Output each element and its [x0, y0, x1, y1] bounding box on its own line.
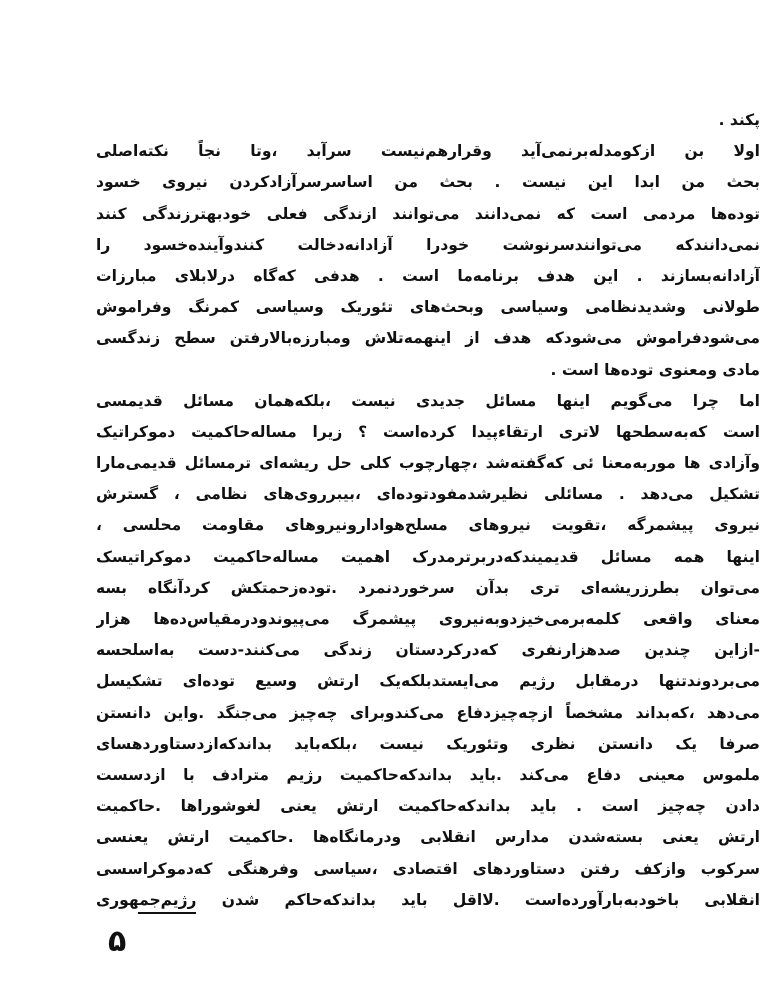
text-line: می‌توان بطرزریشه‌ای تری بدآن سرخوردنمرد .توده‌زحمتکش کردآنگاه بسه — [96, 578, 760, 597]
text-line: اما چرا می‌گویم اینها مسائل جدیدی نیست ،بلکه‌همان مسائل قدیمسی — [96, 391, 760, 410]
text-line: اولا بن ازکومدله‌برنمی‌آید وقرارهم‌نیست سرآبد ،وتا نجاً نکته‌اصلی — [96, 142, 760, 161]
text-line: ملموس معینی دفاع می‌کند .باید بداندکه‌حاکمیت رژیم مترادف با ازدسست — [96, 765, 760, 784]
text-line: سرکوب وازکف رفتن دستاوردهای اقتصادی ،سیاسی وفرهنگی که‌دموکراسسی — [96, 859, 760, 878]
text-line: می‌دهد ،که‌بداند مشخصاً ازچه‌چیزدفاع می‌کندوبرای چه‌چیز می‌جنگد .واین دانستن — [96, 703, 760, 722]
text-line: است که‌به‌سطحها لاتری ارتقاءپیدا کرده‌است ؟ زیرا مساله‌حاکمیت دموکراتیک — [96, 422, 760, 441]
text-line: اینها همه مسائل قدیمیندکه‌دربرترمدرک اهمیت مساله‌حاکمیت دموکراتیسک — [96, 547, 760, 566]
text-line: بحث من ابدا این نیست . بحث من اساسرسرآزادکردن نیروی خسود — [96, 173, 760, 192]
text-line: طولانی وشدیدنظامی وسیاسی وبحث‌های تئوریک وسیاسی کمرنگ وفراموش — [96, 298, 760, 317]
text-line: ارتش یعنی بسته‌شدن مدارس انقلابی ودرمانگاه‌ها .حاکمیت ارتش یعنسی — [96, 828, 760, 847]
text-line: انقلابی باخودبه‌بارآورده‌است .لااقل باید بداندکه‌حاکم شدن رژیم‌جمهوری — [96, 890, 760, 909]
text-line: دادن چه‌چیز است . باید بداندکه‌حاکمیت ارتش یعنی لغوشوراها .حاکمیت — [96, 797, 760, 816]
text-line: آزادانه‌بسازند . این هدف برنامه‌ما است . هدفی که‌گاه درلابلای مبارزات — [96, 266, 760, 285]
text-line: صرفا یک دانستن نظری وتئوریک نیست ،بلکه‌باید بداندکه‌ازدستاوردهسای — [96, 734, 760, 753]
underline-mark — [138, 912, 196, 914]
text-line: می‌شودفراموش می‌شودکه هدف از اینهمه‌تلاش ومبارزه‌بالارفتن سطح زندگسی — [96, 329, 760, 348]
text-line: معنای واقعی کلمه‌برمی‌خیزدوبه‌نیروی پیشمرگ می‌پیوندودرمقیاس‌ده‌ها هزار — [96, 610, 760, 628]
body-text — [96, 105, 760, 916]
page-number: ۵ — [108, 924, 127, 959]
text-line: وآزادی ها موربه‌معنا ئی که‌گفته‌شد ،چهارچوب کلی حل ریشه‌ای ترمسائل قدیمی‌مارا — [96, 454, 760, 473]
text-line: نیروی پیشمرگه ،تقویت نیروهای مسلح‌هوادارونیروهای مقاومت محلسی ، — [96, 516, 760, 535]
text-line: مادی ومعنوی توده‌ها است . — [550, 360, 760, 379]
text-line: توده‌ها مردمی است که نمی‌دانند می‌توانند ازندگی فعلی خودبهترزندگی کنند — [96, 204, 760, 223]
text-line: پکند . — [718, 111, 760, 129]
text-line: نمی‌دانندکه می‌توانندسرنوشت خودرا آزادانه‌دخالت کنندوآینده‌خسود را — [96, 235, 760, 254]
text-line: -ازاین چندین صدهزارنفری که‌درکردستان زندگی می‌کنند-دست به‌اسلحسه — [96, 641, 760, 660]
text-line: تشکیل می‌دهد . مسائلی نظیرشدمفودتوده‌ای ،بیبرروی‌های نظامی ، گسترش — [96, 485, 760, 504]
text-line: می‌بردوندتنها درمقابل رژیم می‌ایستدبلکه‌یک ارتش وسیع توده‌ای تشکیسل — [96, 672, 760, 691]
